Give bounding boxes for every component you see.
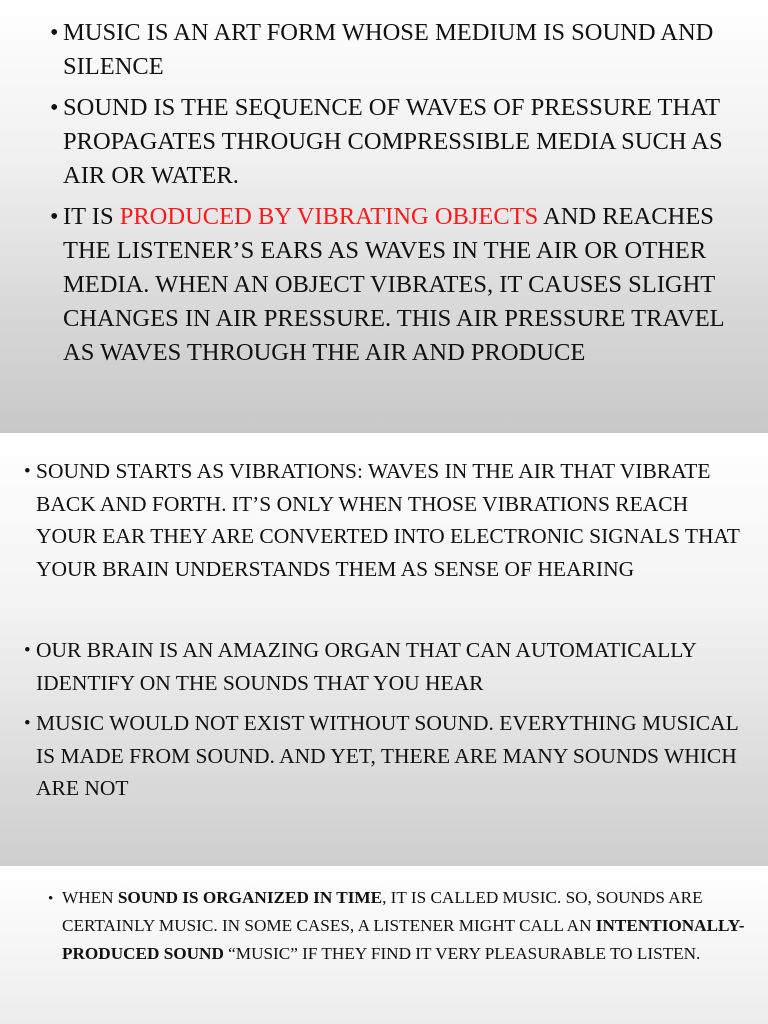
bullet-text: SOUND IS THE SEQUENCE OF WAVES OF PRESSURE THAT PROPAGATES THROUGH COMPRESSIBLE MEDIA SUCH AS AIR OR WATER. — [63, 94, 723, 189]
bullet-dot-icon: • — [50, 95, 59, 121]
bullet-item — [50, 91, 750, 193]
bullet-text: IT IS — [63, 203, 120, 230]
bullet-dot-icon: • — [48, 891, 54, 907]
bullet-dot-icon: • — [50, 204, 59, 230]
bullet-item — [50, 16, 750, 84]
bullet-dot-icon: • — [24, 640, 31, 661]
bullet-item — [24, 707, 744, 805]
bullet-item — [24, 455, 744, 585]
bullet-item — [48, 884, 748, 968]
bullet-list — [50, 16, 750, 377]
bullet-item — [50, 200, 750, 370]
bullet-text: MUSIC WOULD NOT EXIST WITHOUT SOUND. EVERYTHING MUSICAL IS MADE FROM SOUND. AND YET, THERE ARE MANY SOUNDS WHICH ARE NOT — [36, 711, 738, 800]
bullet-dot-icon: • — [24, 461, 31, 482]
bullet-text: , IT IS CALLED MUSIC. SO, SOUNDS ARE CERTAINLY MUSIC. IN SOME CASES, A LISTENER MIGHT CALL AN — [62, 888, 703, 935]
bullet-list — [48, 884, 748, 968]
bullet-item — [24, 634, 744, 699]
bold-text: SOUND IS ORGANIZED IN TIME — [117, 888, 383, 907]
bullet-dot-icon: • — [50, 20, 59, 46]
slide-3 — [0, 866, 768, 1024]
bullet-text: AND REACHES THE LISTENER’S EARS AS WAVES IN THE AIR OR OTHER MEDIA. WHEN AN OBJECT VIBRATES, IT CAUSES SLIGHT CHANGES IN AIR PRESSURE. THIS AIR PRESSURE TRAVEL AS WAVES THROUGH THE AIR AND PRODUCE — [63, 203, 724, 366]
highlighted-text: PRODUCED BY VIBRATING OBJECTS — [119, 203, 539, 230]
slide-1 — [0, 0, 768, 433]
bullet-text: MUSIC IS AN ART FORM WHOSE MEDIUM IS SOUND AND SILENCE — [63, 19, 714, 80]
bullet-list — [24, 455, 744, 805]
slide-2 — [0, 433, 768, 866]
bullet-text: “MUSIC” IF THEY FIND IT VERY PLEASURABLE TO LISTEN. — [223, 944, 701, 963]
bullet-dot-icon: • — [24, 713, 31, 734]
bold-text: INTENTIONALLY-PRODUCED SOUND — [62, 916, 745, 963]
bullet-text: WHEN — [62, 888, 118, 907]
bullet-text: SOUND STARTS AS VIBRATIONS: WAVES IN THE AIR THAT VIBRATE BACK AND FORTH. IT’S ONLY WHEN THOSE VIBRATIONS REACH YOUR EAR THEY ARE CONVERTED INTO ELECTRONIC SIGNALS THAT YOUR BRAIN UNDERSTANDS THEM AS SENSE OF HEARING — [36, 459, 740, 581]
bullet-text: OUR BRAIN IS AN AMAZING ORGAN THAT CAN AUTOMATICALLY IDENTIFY ON THE SOUNDS THAT YOU HEAR — [36, 638, 697, 695]
